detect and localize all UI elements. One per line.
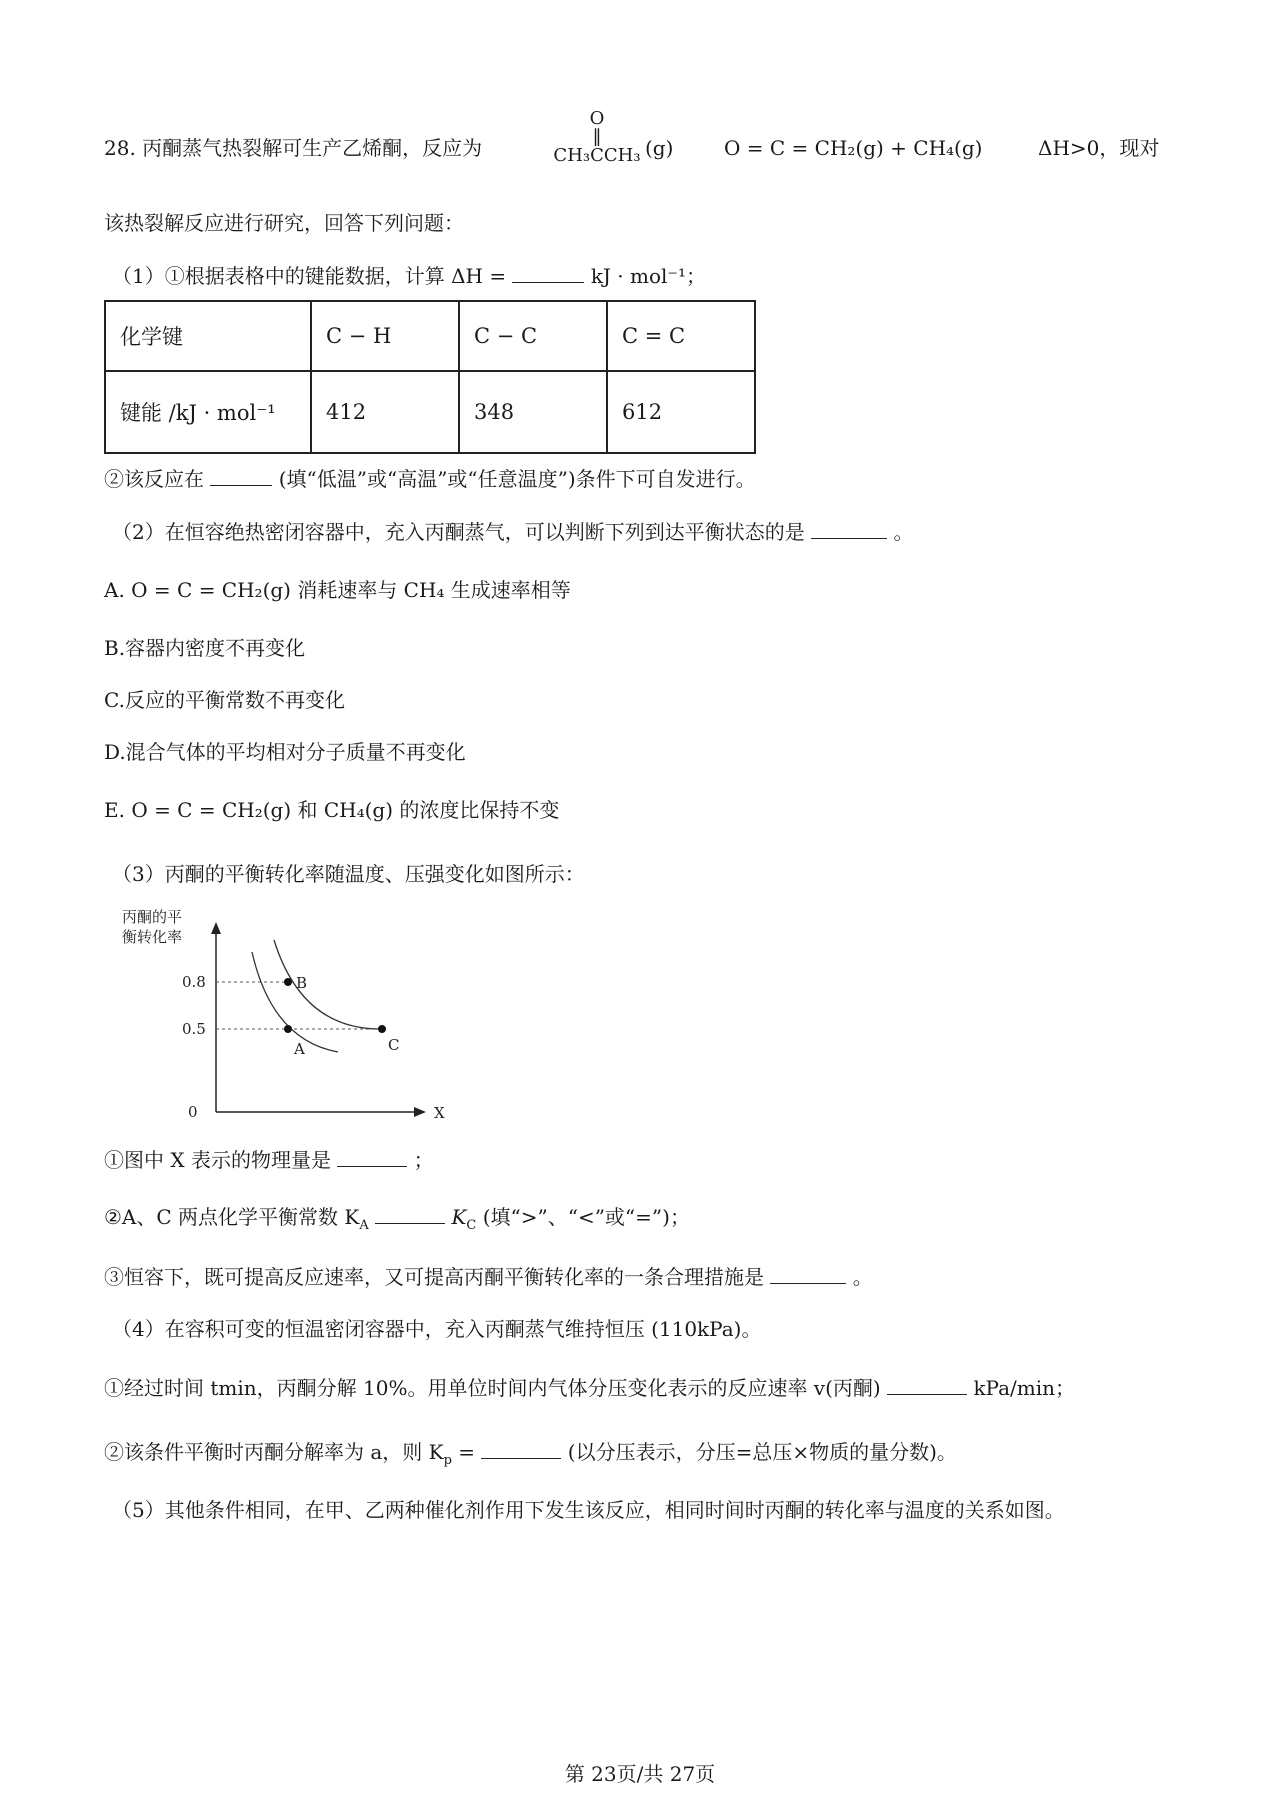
part1-q2 — [104, 465, 756, 493]
part2-stem-text: （2）在恒容绝热密闭容器中，充入丙酮蒸气，可以判断下列到达平衡状态的是 — [112, 520, 805, 544]
part1-q2-text-b: (填“低温”或“高温”或“任意温度”)条件下可自发进行。 — [278, 467, 756, 491]
point-c — [378, 1025, 386, 1033]
part3-q1-end: ； — [413, 1148, 434, 1172]
conversion-chart — [112, 900, 472, 1135]
part4-q2-text: ②该条件平衡时丙酮分解率为 a，则 K — [104, 1440, 444, 1464]
part4-q2 — [104, 1438, 957, 1475]
part4-q1-text: ①经过时间 tmin，丙酮分解 10%。用单位时间内气体分压变化表示的反应速率 v(丙酮) — [104, 1376, 881, 1400]
point-label-a: A — [294, 1040, 305, 1058]
table-cell: 化学键 — [105, 301, 311, 371]
table-cell: C = C — [607, 301, 755, 371]
kp-subscript: p — [443, 1453, 452, 1468]
question-intro-cont: 该热裂解反应进行研究，回答下列问题： — [104, 211, 464, 235]
answer-blank[interactable] — [481, 1438, 561, 1459]
table-cell: 键能 /kJ · mol⁻¹ — [105, 371, 311, 453]
option-c: C.反应的平衡常数不再变化 — [104, 688, 345, 712]
part3-q3-end: 。 — [852, 1265, 873, 1289]
part1-q1-text: （1）①根据表格中的键能数据，计算 ΔH = — [112, 264, 507, 288]
x-axis-arrow — [414, 1107, 426, 1117]
point-a — [284, 1025, 292, 1033]
part3-q2-text-b: (填“>”、“<”或“=”)； — [482, 1205, 690, 1229]
question-intro: 28. 丙酮蒸气热裂解可生产乙烯酮，反应为 — [104, 136, 483, 160]
y-axis-label-line2: 衡转化率 — [122, 928, 183, 946]
table-row — [105, 301, 755, 371]
answer-blank[interactable] — [512, 262, 584, 283]
part4-stem: （4）在容积可变的恒温密闭容器中，充入丙酮蒸气维持恒压 (110kPa)。 — [112, 1317, 762, 1341]
carbon-chain: CH₃CCH₃ — [553, 145, 641, 166]
option-d: D.混合气体的平均相对分子质量不再变化 — [104, 740, 466, 764]
point-b — [284, 978, 292, 986]
part3-q2-text: ②A、C 两点化学平衡常数 K — [104, 1205, 360, 1229]
table-cell: 612 — [607, 371, 755, 453]
part4-q1 — [104, 1374, 1075, 1402]
part3-q3 — [104, 1263, 873, 1291]
part3-q1 — [104, 1146, 434, 1174]
y-tick-label: 0.8 — [182, 973, 206, 991]
answer-blank[interactable] — [337, 1146, 407, 1167]
part1-q2-text: ②该反应在 — [104, 467, 204, 491]
origin-label: 0 — [188, 1103, 198, 1121]
option-e: E. O = C = CH₂(g) 和 CH₄(g) 的浓度比保持不变 — [104, 798, 560, 822]
page-footer: 第 23页/共 27页 — [564, 1762, 716, 1786]
part4-q1-unit: kPa/min； — [973, 1376, 1076, 1400]
acetone-structure — [532, 108, 662, 166]
x-axis-label: X — [434, 1104, 445, 1122]
answer-blank[interactable] — [887, 1374, 967, 1395]
option-b: B.容器内密度不再变化 — [104, 636, 306, 660]
part5-stem: （5）其他条件相同，在甲、乙两种催化剂作用下发生该反应，相同时间时丙酮的转化率与温度的关系如图。 — [112, 1498, 1065, 1522]
bond-energy-table — [104, 300, 756, 454]
k-subscript-c: C — [466, 1218, 477, 1233]
double-bond: ‖ — [592, 126, 602, 147]
reaction-products: O = C = CH₂(g) + CH₄(g) — [724, 136, 983, 160]
table-cell: C − H — [311, 301, 459, 371]
table-cell: C − C — [459, 301, 607, 371]
part4-q2-text-b: (以分压表示，分压=总压×物质的量分数)。 — [567, 1440, 957, 1464]
part3-q2 — [104, 1203, 690, 1240]
part3-stem: （3）丙酮的平衡转化率随温度、压强变化如图所示： — [112, 862, 585, 886]
part3-q3-text: ③恒容下，既可提高反应速率，又可提高丙酮平衡转化率的一条合理措施是 — [104, 1265, 764, 1289]
answer-blank[interactable] — [375, 1203, 445, 1224]
part1-q1-unit: kJ · mol⁻¹； — [590, 264, 706, 288]
y-axis-arrow — [211, 922, 221, 934]
option-a: A. O = C = CH₂(g) 消耗速率与 CH₄ 生成速率相等 — [104, 578, 571, 602]
part1-q1 — [112, 262, 706, 290]
table-cell: 412 — [311, 371, 459, 453]
answer-blank[interactable] — [770, 1263, 846, 1284]
k-subscript-a: A — [359, 1218, 369, 1233]
answer-blank[interactable] — [811, 518, 887, 539]
part2-stem-end: 。 — [893, 520, 914, 544]
part3-q1-text: ①图中 X 表示的物理量是 — [104, 1148, 331, 1172]
point-label-c: C — [388, 1036, 400, 1054]
k-symbol-c: K — [451, 1205, 467, 1229]
carbonyl-oxygen: O — [589, 108, 605, 129]
table-cell: 348 — [459, 371, 607, 453]
enthalpy-sign: ΔH>0，现对 — [1038, 136, 1160, 160]
reactant-state: (g) — [645, 136, 674, 160]
kp-equals: = — [451, 1440, 476, 1464]
answer-blank[interactable] — [210, 465, 272, 486]
point-label-b: B — [296, 974, 308, 992]
curve-lower — [252, 952, 338, 1052]
y-tick-label: 0.5 — [182, 1020, 206, 1038]
table-row — [105, 371, 755, 453]
y-axis-label-line1: 丙酮的平 — [122, 908, 183, 926]
part2-stem — [112, 518, 913, 546]
